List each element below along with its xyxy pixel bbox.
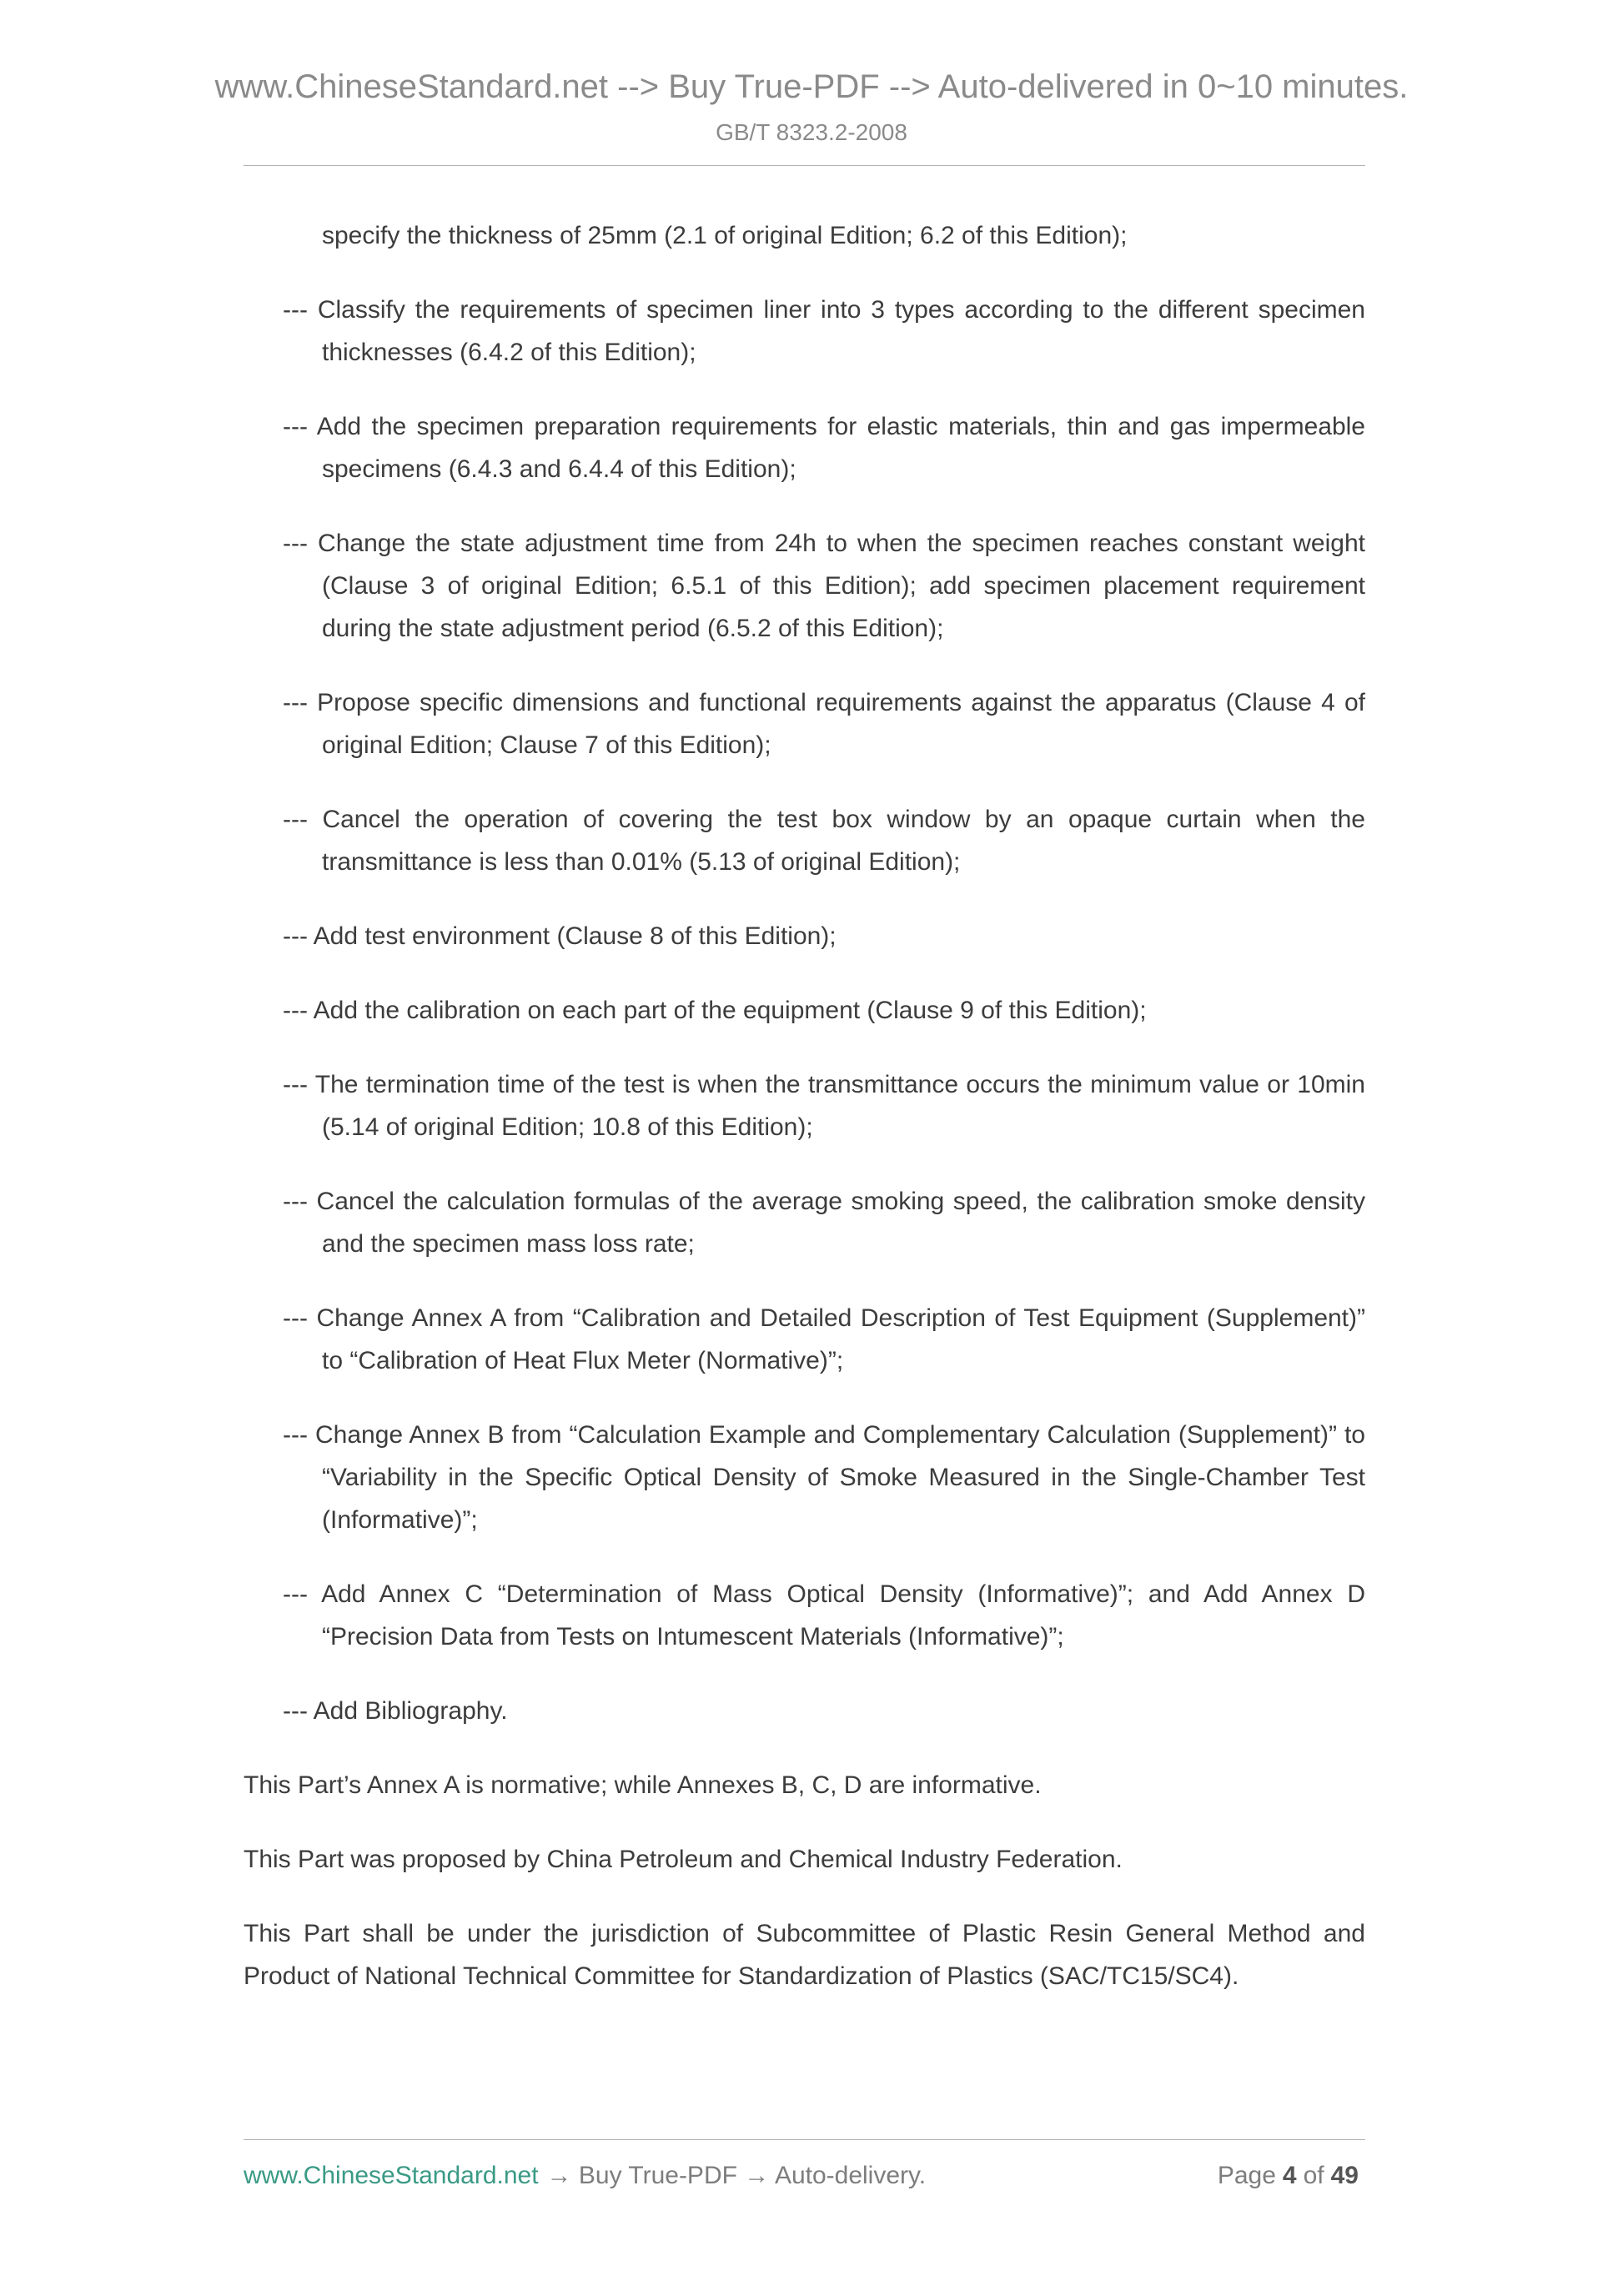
header-site-banner: www.ChineseStandard.net --> Buy True-PDF --> Auto-delivered in 0~10 minutes. [214, 68, 1409, 105]
body-paragraph: --- Change the state adjustment time from 24h to when the specimen reaches constant weight (Clause 3 of original Edition; 6.5.1 of this Edition); add specimen placement requirement during the state adjustment period (6.5.2 of this Edition); [283, 530, 1365, 642]
page-label: Page [1217, 2162, 1276, 2189]
of-label: of [1303, 2162, 1324, 2189]
body-paragraph: --- Add test environment (Clause 8 of this Edition); [283, 922, 837, 950]
current-page-number: 4 [1282, 2162, 1297, 2189]
body-paragraph: --- Add Bibliography. [283, 1697, 508, 1725]
header-standard-number: GB/T 8323.2-2008 [716, 119, 907, 145]
body-paragraph: --- Add Annex C “Determination of Mass Optical Density (Informative)”; and Add Annex D “Precision Data from Tests on Intumescent Materials (Informative)”; [283, 1580, 1365, 1650]
body-paragraph: --- Cancel the operation of covering the test box window by an opaque curtain when the transmittance is less than 0.01% (5.13 of original Edition); [283, 806, 1365, 876]
body-paragraph: This Part was proposed by China Petroleum and Chemical Industry Federation. [244, 1846, 1123, 1873]
header-divider [244, 165, 1365, 166]
total-page-number: 49 [1330, 2162, 1359, 2189]
body-paragraph: --- Add the calibration on each part of the equipment (Clause 9 of this Edition); [283, 997, 1147, 1024]
footer-tagline: → Buy True-PDF → Auto-delivery. [546, 2162, 927, 2189]
footer-page-indicator [1218, 2162, 1365, 2190]
body-paragraph: --- Propose specific dimensions and functional requirements against the apparatus (Clause 4 of original Edition; Clause 7 of this Edition); [283, 689, 1365, 759]
body-paragraph: --- Classify the requirements of specimen liner into 3 types according to the different specimen thicknesses (6.4.2 of this Edition); [283, 296, 1365, 366]
body-paragraph: This Part shall be under the jurisdiction of Subcommittee of Plastic Resin General Method and Product of National Technical Committee for Standardization of Plastics (SAC/TC15/SC4). [244, 1920, 1365, 1990]
footer-left [244, 2162, 926, 2190]
body-paragraph: specify the thickness of 25mm (2.1 of original Edition; 6.2 of this Edition); [322, 222, 1128, 249]
footer-site-link[interactable]: www.ChineseStandard.net [244, 2162, 539, 2189]
page-header [0, 0, 1623, 147]
body-paragraph: --- Add the specimen preparation requirements for elastic materials, thin and gas impermeable specimens (6.4.3 and 6.4.4 of this Edition); [283, 413, 1365, 483]
body-paragraph: --- Change Annex A from “Calibration and Detailed Description of Test Equipment (Supplement)” to “Calibration of Heat Flux Meter (Normative)”; [283, 1304, 1365, 1374]
body-paragraph: This Part’s Annex A is normative; while Annexes B, C, D are informative. [244, 1771, 1042, 1799]
body-paragraph: --- Cancel the calculation formulas of the average smoking speed, the calibration smoke density and the specimen mass loss rate; [283, 1188, 1365, 1258]
document-body [244, 214, 1365, 1997]
body-paragraph: --- Change Annex B from “Calculation Example and Complementary Calculation (Supplement)” to “Variability in the Specific Optical Density of Smoke Measured in the Single-Chamber Test (Informative)”; [283, 1421, 1365, 1534]
body-paragraph: --- The termination time of the test is when the transmittance occurs the minimum value or 10min (5.14 of original Edition; 10.8 of this Edition); [283, 1071, 1365, 1141]
page-footer [244, 2139, 1365, 2190]
